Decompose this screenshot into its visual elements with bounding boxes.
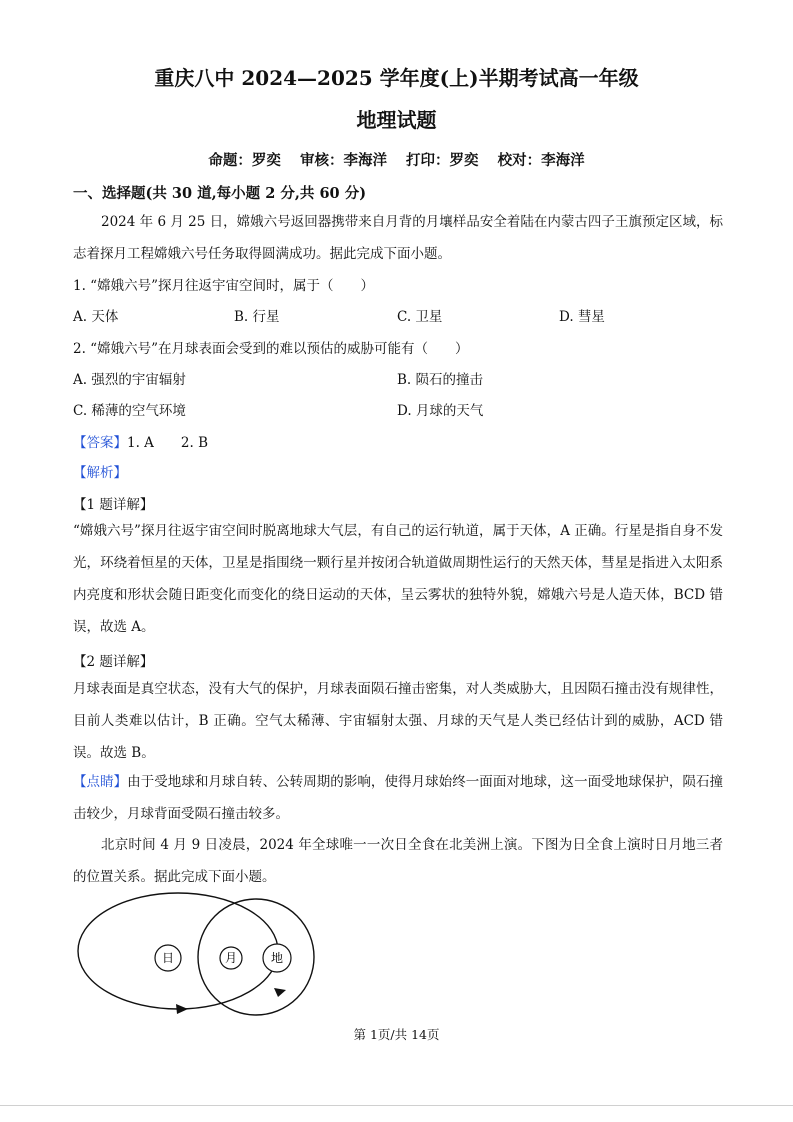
question-1-option-c: C. 卫星 [397, 309, 443, 325]
credit-reviewer: 审核：李海洋 [299, 152, 387, 169]
exam-title: 重庆八中 2024—2025 学年度(上)半期考试高一年级 [154, 66, 639, 90]
answer-line [73, 431, 208, 451]
question-2-stem: 2. “嫦娥六号”在月球表面会受到的难以预估的威胁可能有（ ） [73, 341, 469, 357]
question-1-option-b: B. 行星 [234, 309, 280, 325]
moon-orbit-circle [198, 899, 314, 1015]
detail-1-text: “嫦娥六号”探月往返宇宙空间时脱离地球大气层，有自己的运行轨道，属于天体，A 正确。行星是指自身不发光，环绕着恒星的天体，卫星是指围绕一颗行星并按闭合轨道做周期性运行的天然天体，彗星是指进入太阳系内亮度和形状会随日距变化而变化的绕日运动的天体，呈云雾状的独特外貌，嫦娥六号是人造天体，BCD 错误，故选 A。 [73, 523, 723, 635]
answer-label: 【答案】 [73, 435, 127, 451]
question-1-stem: 1. “嫦娥六号”探月往返宇宙空间时，属于（ ） [73, 278, 374, 294]
question-2-option-c: C. 稀薄的空气环境 [73, 403, 186, 419]
credit-author: 命题：罗奕 [208, 152, 281, 169]
credit-printer: 打印：罗奕 [406, 152, 479, 169]
question-2-option-a: A. 强烈的宇宙辐射 [73, 372, 186, 388]
sun-label: 日 [161, 951, 175, 965]
detail-2-label: 【2 题详解】 [73, 654, 154, 670]
tip-block [73, 766, 723, 830]
section-heading: 一、选择题(共 30 道,每小题 2 分,共 60 分) [73, 185, 367, 202]
moon-orbit-arrow-icon [274, 988, 286, 997]
question-2-option-d: D. 月球的天气 [397, 403, 484, 419]
credit-proofreader: 校对：李海洋 [497, 152, 585, 169]
moon-label: 月 [224, 951, 238, 965]
earth-orbit-arrow-icon [176, 1004, 188, 1014]
sun-moon-earth-diagram [70, 890, 330, 1030]
analysis-label: 【解析】 [73, 465, 127, 481]
bottom-divider [0, 1105, 793, 1106]
detail-2-text: 月球表面是真空状态，没有大气的保护，月球表面陨石撞击密集，对人类威胁大，且因陨石撞击没有规律性，目前人类难以估计，B 正确。空气太稀薄、宇宙辐射太强、月球的天气是人类已经估计到的威胁，ACD 错误。故选 B。 [73, 681, 723, 761]
tip-text: 由于受地球和月球自转、公转周期的影响，使得月球始终一面面对地球，这一面受地球保护，陨石撞击较少，月球背面受陨石撞击较多。 [73, 774, 724, 822]
passage-chang-e: 2024 年 6 月 25 日，嫦娥六号返回器携带来自月背的月壤样品安全着陆在内蒙古四子王旗预定区域，标志着探月工程嫦娥六号任务取得圆满成功。据此完成下面小题。 [73, 214, 723, 262]
question-2-option-b: B. 陨石的撞击 [397, 372, 484, 388]
tip-label: 【点睛】 [73, 774, 128, 790]
answer-text: 1. A 2. B [127, 435, 209, 451]
question-1-option-d: D. 彗星 [559, 309, 605, 325]
subject-title: 地理试题 [356, 108, 437, 132]
earth-label: 地 [270, 951, 284, 965]
question-1-option-a: A. 天体 [73, 309, 119, 325]
page-number: 第 1页/共 14页 [353, 1027, 440, 1042]
detail-1-label: 【1 题详解】 [73, 497, 154, 513]
credits-line [0, 149, 793, 170]
passage-eclipse: 北京时间 4 月 9 日凌晨，2024 年全球唯一一次日全食在北美洲上演。下图为日全食上演时日月地三者的位置关系。据此完成下面小题。 [73, 837, 723, 885]
